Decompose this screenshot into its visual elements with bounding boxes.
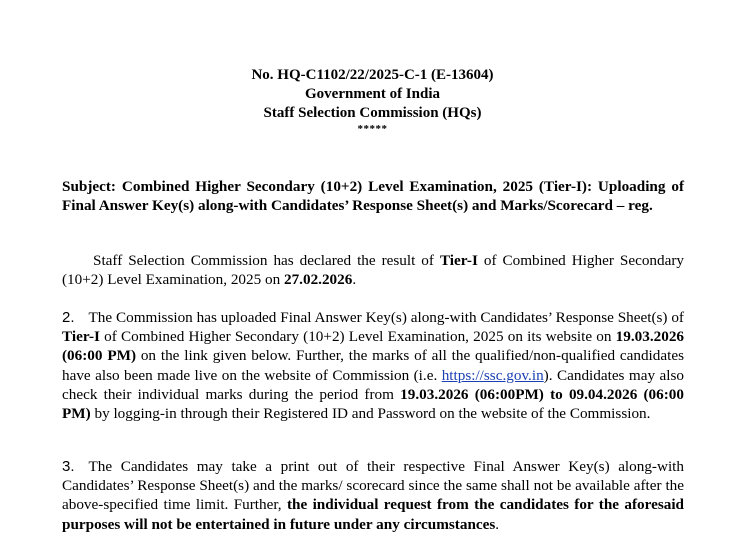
paragraph-2	[62, 308, 684, 423]
header-separator: *****	[357, 123, 388, 135]
paragraph-2-number: 2.	[62, 309, 75, 326]
paragraph-1-text: .	[352, 271, 357, 289]
paragraph-2-text: on the link given below. Further, the marks of all the qualified/non-qualified candidates have also been made live on the website of Commission (i.e.	[62, 347, 684, 384]
paragraph-2-bold-upload-date: 19.03.2026 (06:00 PM)	[62, 328, 684, 365]
paragraph-2-text: by logging-in through their Registered ID and Password on the website of the Commission.	[90, 405, 651, 423]
paragraph-1-text: Staff Selection Commission has declared the result of	[93, 252, 440, 269]
paragraph-3-text: .	[495, 515, 500, 533]
paragraph-2-bold-tier: Tier-I	[62, 328, 100, 346]
reference-number: No. HQ-C1102/22/2025-C-1 (E-13604)	[251, 67, 494, 83]
paragraph-3-bold-notice: the individual request from the candidates for the aforesaid purposes will not be entertained in future under any circumstances	[62, 496, 684, 533]
paragraph-3	[62, 457, 684, 534]
paragraph-3-text: The Candidates may take a print out of their respective Final Answer Key(s) along-with Candidates’ Response Sheet(s) and the marks/ scorecard since the same shall not be available after the above-specified time limit. Further,	[62, 458, 684, 514]
paragraph-1-bold-date: 27.02.2026	[283, 271, 353, 289]
paragraph-2-text: of Combined Higher Secondary (10+2) Level Examination, 2025 on its website on	[99, 328, 616, 346]
office-name: Staff Selection Commission (HQs)	[263, 105, 482, 121]
ssc-website-link[interactable]: https://ssc.gov.in	[441, 366, 544, 384]
government-name: Government of India	[305, 86, 440, 102]
paragraph-3-number: 3.	[62, 458, 75, 475]
paragraph-1	[62, 251, 684, 289]
notice-header	[0, 66, 745, 135]
paragraph-1-bold-tier: Tier-I	[439, 252, 478, 269]
paragraph-2-text: ). Candidates may also check their individual marks during the period from	[62, 366, 684, 403]
paragraph-2-text: The Commission has uploaded Final Answer Key(s) along-with Candidates’ Response Sheet(s) of	[88, 309, 684, 326]
paragraph-2-bold-period: 19.03.2026 (06:00PM) to 09.04.2026 (06:00 PM)	[62, 385, 684, 423]
subject-line: Subject: Combined Higher Secondary (10+2) Level Examination, 2025 (Tier-I): Uploading of Final Answer Key(s) along-with Candidates’ Response Sheet(s) and Marks/Scorecard – reg.	[62, 178, 684, 215]
paragraph-1-text: of Combined Higher Secondary (10+2) Level Examination, 2025 on	[62, 252, 684, 289]
